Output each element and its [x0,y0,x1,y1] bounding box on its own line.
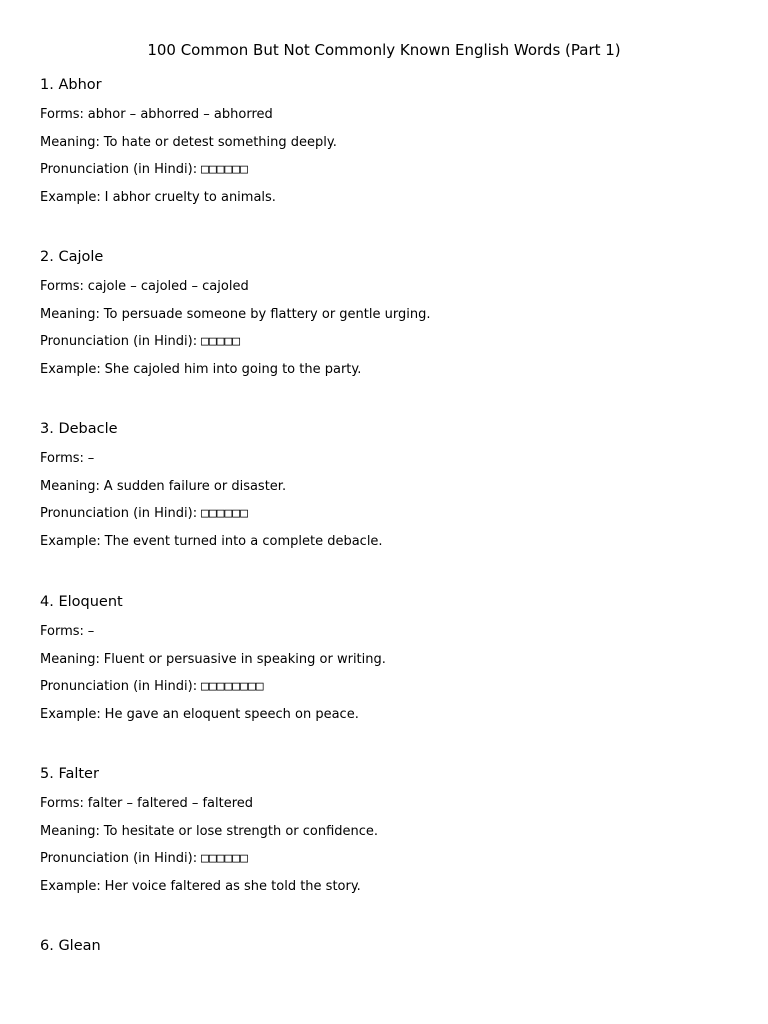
forms-label: Forms: [40,796,84,811]
word-entry-falter [40,764,740,896]
example-line [40,361,740,379]
forms-value: cajole – cajoled – cajoled [87,279,249,294]
meaning-line [40,651,740,669]
word-entry-cajole [40,247,740,379]
forms-value: – [87,451,95,466]
pronunciation-line [40,505,740,523]
meaning-line [40,134,740,152]
meaning-line [40,823,740,841]
word-entry-abhor [40,75,740,207]
pronunciation-line [40,850,740,868]
pronunciation-label: Pronunciation (in Hindi): [40,334,198,349]
pronunciation-value: □□□□□□ [201,851,248,866]
pronunciation-value: □□□□□□ [201,506,248,521]
word-heading: 4. Eloquent [40,594,123,610]
pronunciation-value: □□□□□□□□ [201,679,264,694]
example-value: She cajoled him into going to the party. [104,361,362,377]
pronunciation-label: Pronunciation (in Hindi): [40,851,198,866]
meaning-label: Meaning: [40,306,100,322]
word-heading: 2. Cajole [40,249,104,265]
word-entry-glean [40,936,740,956]
pronunciation-label: Pronunciation (in Hindi): [40,679,198,694]
example-value: He gave an eloquent speech on peace. [104,706,359,722]
example-value: I abhor cruelty to animals. [104,189,276,205]
word-heading: 6. Glean [40,938,101,954]
document-title: 100 Common But Not Commonly Known English Words (Part 1) [147,41,621,59]
meaning-value: Fluent or persuasive in speaking or writing. [103,651,386,667]
meaning-label: Meaning: [40,823,100,839]
pronunciation-line [40,161,740,179]
meaning-label: Meaning: [40,478,100,494]
example-label: Example: [40,878,101,894]
forms-label: Forms: [40,624,84,639]
example-label: Example: [40,189,101,205]
forms-line [40,106,740,124]
word-heading: 3. Debacle [40,421,118,437]
example-label: Example: [40,533,101,549]
forms-line [40,450,740,468]
forms-line [40,278,740,296]
example-line [40,706,740,724]
forms-value: falter – faltered – faltered [87,796,254,811]
meaning-line [40,306,740,324]
word-heading: 5. Falter [40,766,99,782]
forms-value: – [87,624,95,639]
meaning-value: To hesitate or lose strength or confidence. [103,823,379,839]
example-value: Her voice faltered as she told the story. [104,878,361,894]
pronunciation-line [40,333,740,351]
forms-label: Forms: [40,279,84,294]
forms-line [40,623,740,641]
pronunciation-label: Pronunciation (in Hindi): [40,506,198,521]
word-entry-eloquent [40,592,740,724]
meaning-value: A sudden failure or disaster. [103,478,287,494]
example-line [40,533,740,551]
meaning-value: To hate or detest something deeply. [103,134,337,150]
word-heading: 1. Abhor [40,77,102,93]
pronunciation-line [40,678,740,696]
meaning-label: Meaning: [40,134,100,150]
example-label: Example: [40,706,101,722]
forms-label: Forms: [40,451,84,466]
pronunciation-value: □□□□□ [201,334,241,349]
meaning-label: Meaning: [40,651,100,667]
example-line [40,878,740,896]
example-value: The event turned into a complete debacle. [104,533,383,549]
forms-line [40,795,740,813]
meaning-value: To persuade someone by flattery or gentle urging. [103,306,431,322]
pronunciation-label: Pronunciation (in Hindi): [40,162,198,177]
meaning-line [40,478,740,496]
word-entry-debacle [40,419,740,551]
forms-label: Forms: [40,107,84,122]
pronunciation-value: □□□□□□ [201,162,248,177]
forms-value: abhor – abhorred – abhorred [87,107,273,122]
example-line [40,189,740,207]
example-label: Example: [40,361,101,377]
